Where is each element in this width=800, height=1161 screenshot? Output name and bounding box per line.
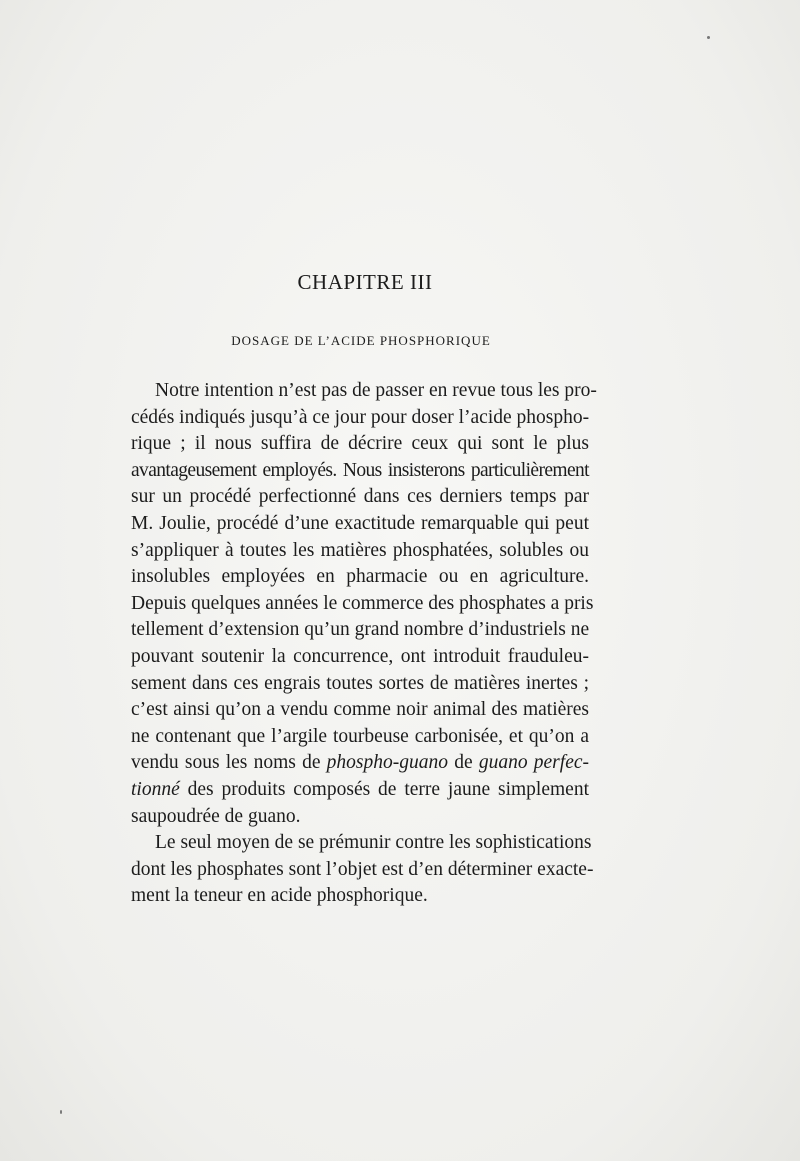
text-line: avantageusement employés. Nous insisterons particulièrement (131, 459, 589, 481)
text-line: ne contenant que l’argile tourbeuse carbonisée, et qu’on a (131, 725, 589, 747)
italic-term: guano perfec- (478, 752, 589, 774)
text-segment: vendu sous les noms de (131, 752, 321, 774)
text-line: s’appliquer à toutes les matières phosphatées, solubles ou (131, 539, 589, 561)
text-line: Depuis quelques années le commerce des phosphates a pris (131, 592, 594, 614)
text-line: cédés indiqués jusqu’à ce jour pour doser l’acide phospho- (131, 406, 590, 428)
text-line-mixed (131, 750, 589, 777)
text-segment: de (454, 752, 473, 774)
paper-speck (707, 36, 710, 39)
text-line: sur un procédé perfectionné dans ces derniers temps par (131, 486, 589, 508)
text-line: c’est ainsi qu’on a vendu comme noir animal des matières (131, 699, 589, 721)
text-line: sement dans ces engrais toutes sortes de matières inertes ; (131, 672, 589, 694)
text-line: Notre intention n’est pas de passer en revue tous les pro- (155, 380, 597, 401)
text-line: insolubles employées en pharmacie ou en agriculture. (131, 566, 589, 588)
italic-term: tionné (131, 778, 180, 800)
paper-speck (60, 1110, 62, 1114)
italic-term: phospho-guano (326, 752, 449, 774)
body-text (131, 378, 597, 910)
text-line: saupoudrée de guano. (131, 805, 301, 827)
text-line-mixed (131, 777, 589, 804)
text-line: ment la teneur en acide phosphorique. (131, 885, 428, 907)
chapter-subtitle: DOSAGE DE L’ACIDE PHOSPHORIQUE (231, 333, 491, 348)
chapter-title: CHAPITRE III (297, 270, 433, 294)
text-line: Le seul moyen de se prémunir contre les sophistications (155, 832, 592, 854)
text-line: rique ; il nous suffira de décrire ceux qui sont le plus (131, 433, 589, 455)
text-line: dont les phosphates sont l’objet est d’en déterminer exacte- (131, 858, 594, 880)
text-line: pouvant soutenir la concurrence, ont introduit frauduleu- (131, 645, 589, 667)
text-line: tellement d’extension qu’un grand nombre d’industriels ne (131, 619, 590, 641)
text-segment: des produits composés de terre jaune simplement (187, 778, 589, 800)
text-line: M. Joulie, procédé d’une exactitude remarquable qui peut (131, 512, 589, 534)
